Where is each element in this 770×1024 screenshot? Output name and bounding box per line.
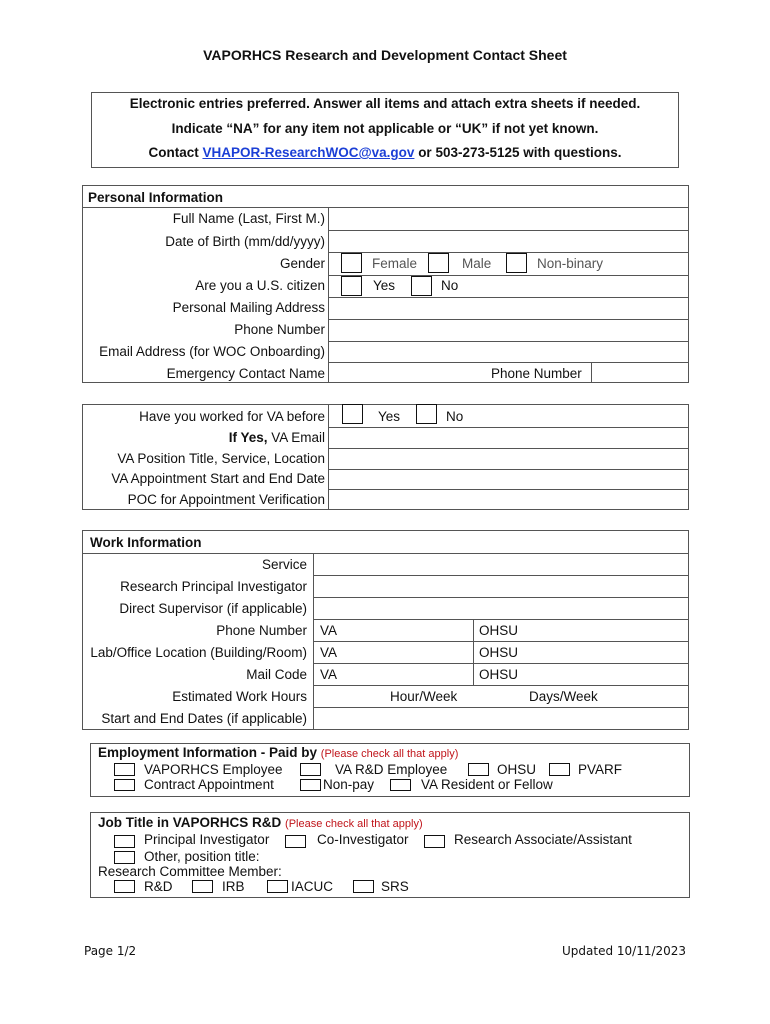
instruction-line-2: Indicate “NA” for any item not applicable or “UK” if not yet known. bbox=[171, 121, 599, 136]
contract-appointment-label: Contract Appointment bbox=[144, 777, 274, 792]
job-title-header-text: Job Title in VAPORHCS R&D bbox=[98, 815, 282, 830]
va-resident-label: VA Resident or Fellow bbox=[421, 777, 553, 792]
vaporhcs-employee-label: VAPORHCS Employee bbox=[144, 762, 283, 777]
phone-label: Phone Number bbox=[234, 322, 325, 337]
personal-information-header: Personal Information bbox=[88, 190, 224, 205]
job-title-header bbox=[98, 815, 423, 830]
va-rd-employee-checkbox[interactable] bbox=[300, 763, 321, 776]
updated-date: Updated 10/11/2023 bbox=[562, 944, 687, 958]
mailcode-ohsu-label: OHSU bbox=[479, 667, 519, 682]
emergency-contact-label: Emergency Contact Name bbox=[166, 366, 325, 381]
rpi-label: Research Principal Investigator bbox=[120, 579, 307, 594]
gender-nonbinary-label: Non-binary bbox=[537, 256, 604, 271]
nonpay-checkbox[interactable] bbox=[300, 779, 321, 791]
dob-label: Date of Birth (mm/dd/yyyy) bbox=[165, 234, 325, 249]
worked-va-no-label: No bbox=[446, 409, 464, 424]
va-email-label bbox=[229, 430, 325, 445]
va-resident-checkbox[interactable] bbox=[390, 779, 411, 791]
location-ohsu-label: OHSU bbox=[479, 645, 519, 660]
va-email-field[interactable] bbox=[330, 428, 688, 447]
work-information-header: Work Information bbox=[90, 535, 202, 550]
if-yes-text: If Yes, bbox=[228, 430, 268, 445]
page-title: VAPORHCS Research and Development Contact Sheet bbox=[203, 47, 567, 63]
worked-va-yes-label: Yes bbox=[378, 409, 401, 424]
rd-committee-checkbox[interactable] bbox=[114, 880, 135, 893]
principal-investigator-checkbox[interactable] bbox=[114, 835, 135, 848]
mailing-address-field[interactable] bbox=[330, 298, 688, 318]
phone-va-label: VA bbox=[320, 623, 338, 638]
job-title-note: (Please check all that apply) bbox=[285, 818, 423, 830]
worked-va-yes-checkbox[interactable] bbox=[342, 404, 363, 424]
iacuc-committee-checkbox[interactable] bbox=[267, 880, 288, 893]
contact-email-link[interactable]: VHAPOR-ResearchWOC@va.gov bbox=[202, 145, 415, 160]
gender-nonbinary-checkbox[interactable] bbox=[506, 253, 527, 273]
phone-ohsu-label: OHSU bbox=[479, 623, 519, 638]
emergency-contact-field[interactable] bbox=[330, 363, 480, 382]
research-associate-checkbox[interactable] bbox=[424, 835, 445, 848]
va-email-text: VA Email bbox=[267, 430, 325, 445]
worked-for-va-label: Have you worked for VA before bbox=[139, 409, 325, 424]
full-name-label: Full Name (Last, First M.) bbox=[172, 211, 325, 226]
gender-label: Gender bbox=[279, 256, 325, 271]
start-end-dates-field[interactable] bbox=[315, 708, 688, 729]
mail-code-label: Mail Code bbox=[246, 667, 307, 682]
citizen-no-label: No bbox=[441, 278, 459, 293]
va-appointment-field[interactable] bbox=[330, 470, 688, 488]
work-hours-label: Estimated Work Hours bbox=[172, 689, 307, 704]
gender-male-checkbox[interactable] bbox=[428, 253, 449, 273]
employment-header-text: Employment Information - Paid by bbox=[98, 745, 318, 760]
supervisor-field[interactable] bbox=[315, 598, 688, 618]
work-phone-label: Phone Number bbox=[216, 623, 307, 638]
poc-label: POC for Appointment Verification bbox=[127, 492, 325, 507]
citizen-no-checkbox[interactable] bbox=[411, 276, 432, 296]
srs-committee-label: SRS bbox=[381, 879, 409, 894]
page-number: Page 1/2 bbox=[84, 944, 137, 958]
va-rd-employee-label: VA R&D Employee bbox=[335, 762, 448, 777]
irb-committee-label: IRB bbox=[222, 879, 245, 894]
location-label: Lab/Office Location (Building/Room) bbox=[90, 645, 307, 660]
instruction-line-3 bbox=[92, 145, 678, 160]
va-appointment-label: VA Appointment Start and End Date bbox=[111, 471, 325, 486]
instruction-line-1: Electronic entries preferred. Answer all items and attach extra sheets if needed. bbox=[129, 96, 641, 111]
citizen-label: Are you a U.S. citizen bbox=[195, 278, 325, 293]
supervisor-label: Direct Supervisor (if applicable) bbox=[119, 601, 307, 616]
contact-prefix: Contact bbox=[148, 145, 203, 160]
pvarf-label: PVARF bbox=[578, 762, 623, 777]
worked-va-no-checkbox[interactable] bbox=[416, 404, 437, 424]
co-investigator-checkbox[interactable] bbox=[285, 835, 306, 848]
email-field[interactable] bbox=[330, 342, 688, 361]
emergency-phone-label: Phone Number bbox=[491, 366, 582, 381]
va-position-field[interactable] bbox=[330, 449, 688, 468]
email-label: Email Address (for WOC Onboarding) bbox=[99, 344, 325, 359]
hour-week-label: Hour/Week bbox=[390, 689, 458, 704]
pvarf-checkbox[interactable] bbox=[549, 763, 570, 776]
iacuc-committee-label: IACUC bbox=[291, 879, 334, 894]
days-week-label: Days/Week bbox=[529, 689, 598, 704]
irb-committee-checkbox[interactable] bbox=[192, 880, 213, 893]
va-position-label: VA Position Title, Service, Location bbox=[117, 451, 325, 466]
principal-investigator-label: Principal Investigator bbox=[144, 832, 270, 847]
emergency-phone-field[interactable] bbox=[593, 363, 688, 382]
service-label: Service bbox=[261, 557, 307, 572]
instructions-box bbox=[91, 92, 679, 168]
service-field[interactable] bbox=[315, 554, 688, 574]
ohsu-paid-label: OHSU bbox=[497, 762, 537, 777]
gender-female-checkbox[interactable] bbox=[341, 253, 362, 273]
committee-member-label: Research Committee Member: bbox=[98, 864, 282, 879]
mailcode-va-label: VA bbox=[320, 667, 338, 682]
gender-male-label: Male bbox=[462, 256, 492, 271]
co-investigator-label: Co-Investigator bbox=[317, 832, 409, 847]
other-position-checkbox[interactable] bbox=[114, 851, 135, 864]
research-associate-label: Research Associate/Assistant bbox=[454, 832, 632, 847]
employment-note: (Please check all that apply) bbox=[320, 748, 459, 760]
location-va-label: VA bbox=[320, 645, 338, 660]
contract-appointment-checkbox[interactable] bbox=[114, 779, 135, 791]
mailing-address-label: Personal Mailing Address bbox=[172, 300, 325, 315]
contact-suffix: or 503-273-5125 with questions. bbox=[414, 145, 622, 160]
citizen-yes-label: Yes bbox=[373, 278, 396, 293]
ohsu-paid-checkbox[interactable] bbox=[468, 763, 489, 776]
start-end-dates-label: Start and End Dates (if applicable) bbox=[101, 711, 307, 726]
rd-committee-label: R&D bbox=[144, 879, 173, 894]
nonpay-label: Non-pay bbox=[323, 777, 375, 792]
srs-committee-checkbox[interactable] bbox=[353, 880, 374, 893]
other-position-label: Other, position title: bbox=[144, 849, 260, 864]
employment-header bbox=[98, 745, 458, 760]
vaporhcs-employee-checkbox[interactable] bbox=[114, 763, 135, 776]
full-name-field[interactable] bbox=[330, 209, 688, 229]
gender-female-label: Female bbox=[372, 256, 418, 271]
poc-field[interactable] bbox=[330, 490, 688, 509]
rpi-field[interactable] bbox=[315, 576, 688, 596]
phone-field[interactable] bbox=[330, 320, 688, 340]
citizen-yes-checkbox[interactable] bbox=[341, 276, 362, 296]
dob-field[interactable] bbox=[330, 231, 688, 251]
